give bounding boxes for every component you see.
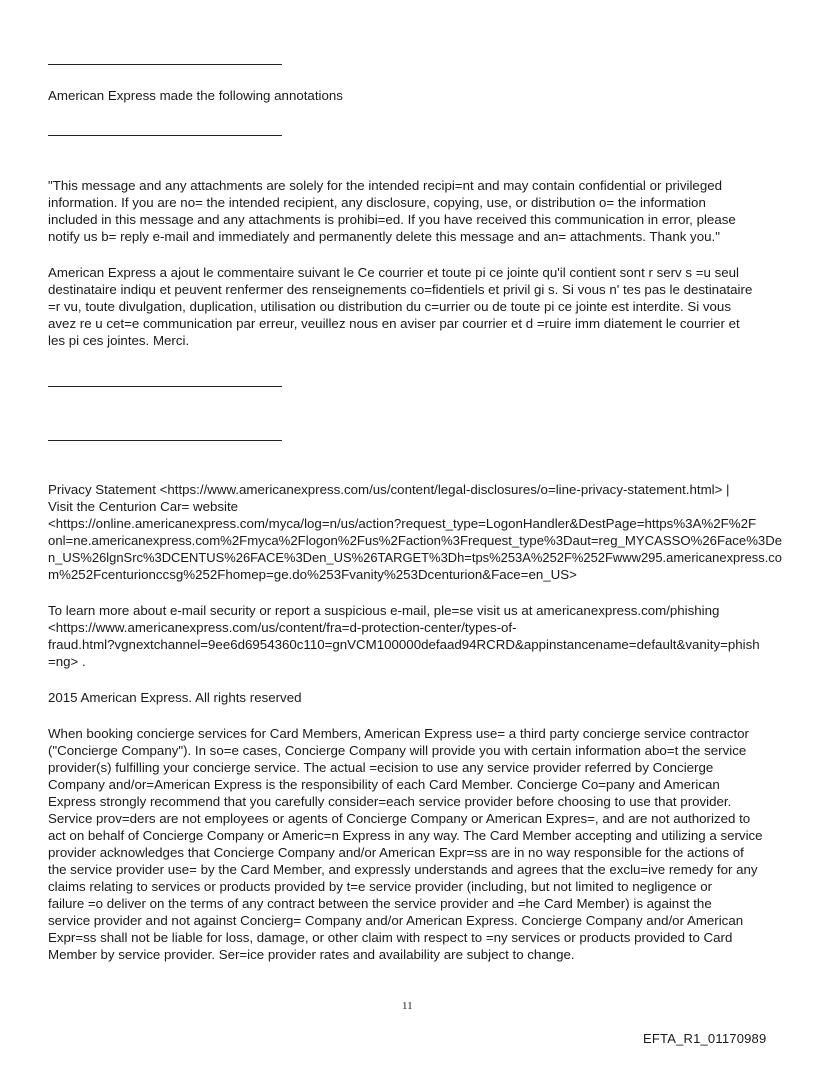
text-line: Service prov=ders are not employees or agents of Concierge Company or American Expres=, and are not authorized to [48, 811, 751, 826]
privacy-statement-link[interactable]: Privacy Statement <https://www.americanexpress.com/us/content/legal-disclosures/o=line-privacy-statement.html> | [48, 482, 730, 497]
separator-rule-1 [48, 64, 282, 65]
annotation-heading: American Express made the following annotations [48, 88, 343, 103]
text-line: "This message and any attachments are solely for the intended recipi=nt and may contain confidential or privileged [48, 178, 723, 193]
text-line: American Express a ajout le commentaire suivant le Ce courrier et toute pi ce jointe qu'il contient sont r serv s =u seul [48, 265, 739, 280]
separator-rule-2 [48, 135, 282, 136]
text-line: notify us b= reply e-mail and immediately and permanently delete this message and an= attachments. Thank you." [48, 229, 720, 244]
url-line[interactable]: <https://online.americanexpress.com/myca/log=n/us/action?request_type=LogonHandler&DestPage=https%3A%2F%2F [48, 516, 757, 531]
page-number: 11 [402, 1000, 413, 1012]
text-line: service provider and not against Concierg= Company and/or American Express. Concierge Company and/or American [48, 913, 744, 928]
document-id: EFTA_R1_01170989 [643, 1031, 767, 1046]
text-line: provider(s) fulfilling your concierge service. The actual =ecision to use any service provider referred by Concierge [48, 760, 714, 775]
text-line: provider acknowledges that Concierge Company and/or American Expr=ss are in no way responsible for the actions of [48, 845, 744, 860]
centurion-website-link[interactable]: Visit the Centurion Car= website [48, 499, 239, 514]
text-line: les pi ces jointes. Merci. [48, 333, 190, 348]
url-line[interactable]: onl=ne.americanexpress.com%2Fmyca%2Flogon%2Fus%2Faction%3Frequest_type%3Daut=reg_MYCASSO%26Face%3De [48, 533, 783, 548]
text-line: Expr=ss shall not be liable for loss, damage, or other claim with respect to =ny services or products provided to Card [48, 930, 733, 945]
text-line: Member by service provider. Ser=ice provider rates and availability are subject to change. [48, 947, 575, 962]
text-line: information. If you are no= the intended recipient, any disclosure, copying, use, or distribution o= the information [48, 195, 706, 210]
text-line: destinataire indiqu et peuvent renfermer des renseignements co=fidentiels et privil gi s. Si vous n' tes pas le destinataire [48, 282, 753, 297]
phishing-link[interactable]: =ng> . [48, 654, 86, 669]
phishing-link[interactable]: fraud.html?vgnextchannel=9ee6d6954360c110=gnVCM100000defaad94RCRD&appinstancename=default&vanity=phish [48, 637, 760, 652]
text-line: Company and/or=American Express is the responsibility of each Card Member. Concierge Co=pany and American [48, 777, 720, 792]
security-text: To learn more about e-mail security or report a suspicious e-mail, ple=se visit us at americanexpress.com/phishing [48, 603, 720, 618]
text-line: failure =o deliver on the terms of any contract between the service provider and =he Card Member) is against the [48, 896, 712, 911]
text-line: =r vu, toute divulgation, duplication, utilisation ou distribution du c=urrier ou de toute pi ce jointe est interdite. Si vous [48, 299, 731, 314]
text-line: act on behalf of Concierge Company or Americ=n Express in any way. The Card Member accepting and utilizing a service [48, 828, 763, 843]
text-line: included in this message and any attachments is prohibi=ed. If you have received this communication in error, please [48, 212, 736, 227]
separator-rule-4 [48, 440, 282, 441]
text-line: claims relating to services or products provided by t=e service provider (including, but not limited to negligence or [48, 879, 713, 894]
text-line: avez re u cet=e communication par erreur, veuillez nous en aviser par courrier et d =ruire imm diatement le courrier et [48, 316, 740, 331]
url-line[interactable]: n_US%26lgnSrc%3DCENTUS%26FACE%3Den_US%26TARGET%3Dh=tps%253A%252F%252Fwww295.americanexpress.co [48, 550, 782, 565]
separator-rule-3 [48, 386, 282, 387]
text-line: When booking concierge services for Card Members, American Express use= a third party concierge service contractor [48, 726, 749, 741]
url-line[interactable]: m%252Fcenturionccsg%252Fhomep=ge.do%253Fvanity%253Dcenturion&Face=en_US> [48, 567, 577, 582]
text-line: the service provider use= by the Card Member, and expressly understands and agrees that the exclu=ive remedy for any [48, 862, 758, 877]
phishing-link[interactable]: <https://www.americanexpress.com/us/content/fra=d-protection-center/types-of- [48, 620, 517, 635]
text-line: ("Concierge Company"). In so=e cases, Concierge Company will provide you with certain information abo=t the service [48, 743, 747, 758]
text-line: Express strongly recommend that you carefully consider=each service provider before choosing to use that provider. [48, 794, 732, 809]
copyright-notice: 2015 American Express. All rights reserved [48, 690, 302, 705]
